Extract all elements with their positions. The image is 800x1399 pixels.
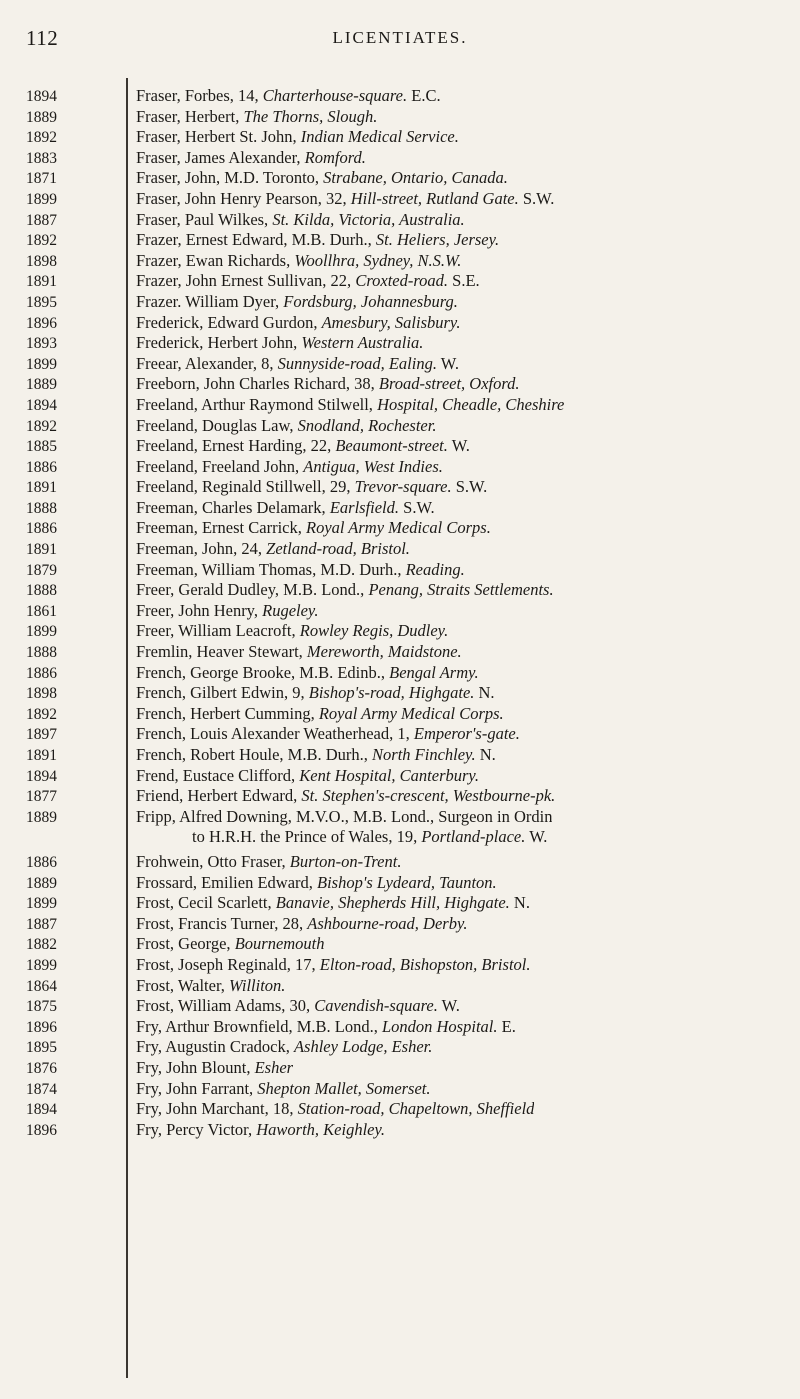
entry-name: Fry, John Blount, [136,1057,251,1077]
entry-text [136,621,448,641]
entry-name: Freeland, Freeland John, [136,456,300,476]
entry-address: Rowley Regis, Dudley. [299,621,449,641]
entry-name: Freeland, Arthur Raymond Stilwell, [136,394,373,414]
list-item [26,374,796,395]
entry-year: 1864 [26,977,57,995]
entry-year: 1861 [26,602,57,620]
entry-name: Freear, Alexander, 8, [136,353,274,373]
list-item [26,1079,796,1100]
entry-address: Elton-road, Bishopston, Bristol. [319,954,531,974]
list-item [26,621,796,642]
entry-address: Mereworth, Maidstone. [306,642,462,662]
list-item [26,807,796,828]
entry-name: Freer, John Henry, [136,600,258,620]
entry-text [136,416,436,436]
list-item [26,1120,796,1141]
entry-text [136,168,508,188]
list-item [26,518,796,539]
entry-text [136,996,460,1016]
entry-year: 1889 [26,376,57,394]
entry-text [136,86,441,106]
list-item [26,1058,796,1079]
entry-district: W. [529,827,548,847]
entry-year: 1888 [26,582,57,600]
entry-address: Indian Medical Service. [300,127,459,147]
entry-name: Fry, Arthur Brownfield, M.B. Lond., [136,1016,378,1036]
entry-address: Bengal Army. [389,662,479,682]
entry-address: Woollhra, Sydney, N.S.W. [294,250,462,270]
entry-address: Amesbury, Salisbury. [321,312,461,332]
entry-name: Fry, John Marchant, 18, [136,1099,294,1119]
entry-address: North Finchley. [372,745,476,764]
entry-district: E.C. [411,86,441,105]
entry-name: Freeman, William Thomas, M.D. Durh., [136,559,402,579]
entry-district: N. [513,893,530,913]
entry-address: Station-road, Chapeltown, Sheffield [297,1099,535,1119]
entry-text [136,683,495,703]
entry-address: Haworth, Keighley. [256,1119,386,1139]
entry-year: 1899 [26,623,57,641]
entry-address: Snodland, Rochester. [297,415,437,435]
entry-address: Bishop's-road, Highgate. [308,683,475,703]
entry-name: Frost, Joseph Reginald, 17, [136,954,316,974]
entry-address: London Hospital. [381,1016,498,1036]
entry-year: 1898 [26,252,57,270]
entry-address: The Thorns, Slough. [243,106,378,126]
entry-name: Freeborn, John Charles Richard, 38, [136,374,375,394]
entry-address: St. Stephen's-crescent, Westbourne-pk. [301,786,556,806]
entry-address: Burton-on-Trent. [289,851,402,871]
entry-text [136,663,479,683]
entry-district: W. [440,353,459,373]
entry-name: Frost, Francis Turner, 28, [136,913,304,933]
entry-text [192,827,547,847]
entry-text [136,210,465,230]
entry-name: Frederick, Herbert John, [136,333,298,353]
entry-address: Bournemouth [234,934,325,954]
entry-address: St. Heliers, Jersey. [375,230,500,250]
entry-year: 1895 [26,1039,57,1057]
list-item [26,663,796,684]
list-item [26,313,796,334]
list-item [26,333,796,354]
entry-name: Fraser, Forbes, 14, [136,86,259,105]
entry-name: French, George Brooke, M.B. Edinb., [136,662,385,682]
list-item [26,1017,796,1038]
entry-year: 1874 [26,1080,57,1098]
entry-name: Fraser, John Henry Pearson, 32, [136,188,347,208]
entry-year: 1883 [26,149,57,167]
entry-address: Shepton Mallet, Somerset. [257,1078,431,1098]
entry-text [136,271,480,291]
entry-text [136,914,467,934]
entry-address: Ashley Lodge, Esher. [293,1037,433,1057]
entry-text [136,1058,293,1078]
entry-year: 1898 [26,685,57,703]
entry-text [136,498,435,518]
entry-address: Royal Army Medical Corps. [305,518,491,538]
running-head: LICENTIATES. [332,28,468,47]
entry-name: Frossard, Emilien Edward, [136,872,313,892]
entry-year: 1896 [26,1018,57,1036]
entry-address: Western Australia. [301,333,424,353]
entry-address: Portland-place. [421,827,526,847]
entry-district: N. [478,683,495,703]
entry-name: Freeland, Reginald Stillwell, 29, [136,477,351,497]
entry-year: 1891 [26,479,57,497]
entry-address: Royal Army Medical Corps. [318,703,504,723]
entry-year: 1892 [26,129,57,147]
entry-address: Esher [254,1057,294,1077]
list-item [26,230,796,251]
entry-year: 1893 [26,335,57,353]
entry-name: Freeman, John, 24, [136,539,263,559]
entry-text [136,1017,516,1037]
list-item [26,210,796,231]
list-item [26,914,796,935]
entry-name: Frost, George, [136,934,231,954]
entry-address: Emperor's-gate. [413,724,520,744]
entry-text [136,1079,431,1099]
entry-address: Charterhouse-square. [262,86,408,105]
entry-name: French, Louis Alexander Weatherhead, 1, [136,724,410,744]
entry-text [136,955,531,975]
licentiates-list [26,86,796,1140]
entry-address: Reading. [405,559,465,579]
entry-year: 1896 [26,1121,57,1139]
entry-text [136,724,520,744]
entry-district: S.W. [455,477,488,497]
entry-year: 1892 [26,705,57,723]
entry-address: Banavie, Shepherds Hill, Highgate. [275,893,510,913]
list-item [26,168,796,189]
list-item [26,893,796,914]
entry-text [136,745,496,765]
entry-name: Friend, Herbert Edward, [136,786,298,806]
entry-text [136,127,459,147]
list-item [26,642,796,663]
entry-name: Frohwein, Otto Fraser, [136,851,286,871]
entry-address: Strabane, Ontario, Canada. [323,168,508,188]
entry-year: 1892 [26,232,57,250]
entry-year: 1891 [26,747,57,764]
list-item [26,601,796,622]
list-item [26,416,796,437]
list-item [26,827,796,848]
entry-address: Earlsfield. [329,497,400,517]
list-item [26,189,796,210]
entry-name: Freeman, Charles Delamark, [136,497,326,517]
entry-address: Broad-street, Oxford. [378,374,520,394]
entry-text [136,539,410,559]
entry-text [136,786,555,806]
entry-name: Freer, Gerald Dudley, M.B. Lond., [136,580,365,600]
entry-name: Fraser, James Alexander, [136,147,301,167]
list-item [26,457,796,478]
entry-text [136,873,497,893]
entry-text [136,107,377,127]
entry-address: Romford. [304,147,366,167]
entry-year: 1894 [26,396,57,414]
entry-address: Penang, Straits Settlements. [368,580,554,600]
entry-text [136,518,491,538]
entry-text [136,148,366,168]
entry-year: 1876 [26,1059,57,1077]
entry-district: S.W. [403,497,435,517]
entry-address: Bishop's Lydeard, Taunton. [317,872,497,892]
entry-name: French, Herbert Cumming, [136,703,315,723]
list-item [26,292,796,313]
entry-year: 1885 [26,438,57,456]
entry-address: Hill-street, Rutland Gate. [350,188,519,208]
entry-year: 1886 [26,853,57,871]
entry-year: 1882 [26,936,57,954]
list-item [26,683,796,704]
entry-text [136,436,470,456]
entry-address: Hospital, Cheadle, Cheshire [377,394,565,414]
entry-text [136,807,552,827]
entry-name: Fraser, John, M.D. Toronto, [136,168,320,188]
entry-text [136,374,520,394]
entry-year: 1894 [26,88,57,105]
list-item [26,148,796,169]
entry-year: 1888 [26,499,57,517]
list-item [26,786,796,807]
entry-name: Fraser, Paul Wilkes, [136,209,269,229]
list-item [26,127,796,148]
entry-address: Williton. [229,975,286,995]
entry-name: Frazer, Ewan Richards, [136,250,291,270]
entry-name: Freer, William Leacroft, [136,621,296,641]
entry-district: S.W. [522,188,555,208]
entry-name: Freeland, Douglas Law, [136,415,294,435]
entry-year: 1899 [26,355,57,373]
entry-text [136,1099,534,1119]
entry-year: 1899 [26,190,57,208]
list-item [26,704,796,725]
entry-name: Frend, Eustace Clifford, [136,765,296,785]
list-item [26,976,796,997]
list-item [26,873,796,894]
list-item [26,86,796,107]
list-item [26,852,796,873]
list-item [26,560,796,581]
entry-text [136,852,401,872]
entry-text [136,354,459,374]
entry-address: Zetland-road, Bristol. [266,539,410,559]
entry-year: 1879 [26,561,57,579]
entry-text [136,704,504,724]
entry-year: 1887 [26,915,57,933]
list-item [26,539,796,560]
entry-name: Fremlin, Heaver Stewart, [136,642,303,662]
entry-address: Trevor-square. [354,477,452,497]
entry-name: Fry, John Farrant, [136,1078,254,1098]
list-item [26,251,796,272]
list-item [26,996,796,1017]
entry-year: 1891 [26,541,57,559]
entry-year: 1894 [26,1101,57,1119]
list-item [26,724,796,745]
entry-name: Frost, William Adams, 30, [136,996,311,1016]
entry-text [136,189,554,209]
entry-text [136,230,499,250]
entry-text [136,893,530,913]
entry-address: St. Kilda, Victoria, Australia. [272,209,465,229]
list-item [26,436,796,457]
entry-name: Frazer, John Ernest Sullivan, 22, [136,271,352,291]
entry-text [136,766,479,786]
list-item [26,395,796,416]
entry-text [136,1120,385,1140]
entry-year: 1875 [26,998,57,1016]
entry-name: Frazer. William Dyer, [136,291,280,311]
entry-text [136,457,443,477]
entry-name: Fraser, Herbert St. John, [136,127,297,147]
entry-address: Beaumont-street. [335,436,448,456]
entry-name: Fripp, Alfred Downing, M.V.O., M.B. Lond., Surgeon in Ordin [136,806,553,826]
entry-address: Ashbourne-road, Derby. [307,913,468,933]
entry-text [136,580,554,600]
entry-year: 1887 [26,211,57,229]
entry-district: S.E. [452,271,480,291]
entry-year: 1899 [26,956,57,974]
page-number: 112 [26,26,59,50]
entry-text [136,292,458,312]
entry-year: 1894 [26,767,57,785]
entry-year: 1891 [26,273,57,291]
entry-year: 1886 [26,458,57,476]
entry-year: 1877 [26,788,57,806]
entry-text [136,934,325,954]
entry-year: 1899 [26,895,57,913]
list-item [26,107,796,128]
entry-address: Antigua, West Indies. [303,456,443,476]
entry-year: 1871 [26,170,57,188]
entry-text [136,333,423,353]
entry-text [136,642,462,662]
entry-year: 1897 [26,726,57,744]
entry-name: to H.R.H. the Prince of Wales, 19, [192,827,418,847]
entry-name: Frost, Cecil Scarlett, [136,893,272,913]
entry-name: Fraser, Herbert, [136,106,240,126]
entry-year: 1892 [26,417,57,435]
entry-district: W. [441,996,460,1016]
entry-address: Croxted-road. [355,271,449,291]
list-item [26,498,796,519]
entry-name: Frazer, Ernest Edward, M.B. Durh., [136,230,372,250]
entry-text [136,560,465,580]
entry-text [136,976,285,996]
list-item [26,1099,796,1120]
entry-text [136,395,564,415]
entry-text [136,477,487,497]
entry-name: French, Robert Houle, M.B. Durh., [136,745,368,764]
entry-name: Freeman, Ernest Carrick, [136,518,302,538]
list-item [26,1037,796,1058]
entry-name: Freeland, Ernest Harding, 22, [136,436,332,456]
entry-address: Sunnyside-road, Ealing. [277,353,437,373]
entry-text [136,251,461,271]
entry-district: E. [501,1016,516,1036]
entry-address: Rugeley. [262,600,319,620]
list-item [26,580,796,601]
entry-address: Kent Hospital, Canterbury. [299,765,479,785]
entry-year: 1889 [26,874,57,892]
entry-name: Fry, Percy Victor, [136,1119,253,1139]
entry-year: 1886 [26,520,57,538]
entry-district: W. [451,436,470,456]
entry-address: Cavendish-square. [314,996,438,1016]
entry-year: 1896 [26,314,57,332]
entry-text [136,601,318,621]
entry-text [136,313,460,333]
entry-year: 1886 [26,664,57,682]
list-item [26,766,796,787]
entry-address: Fordsburg, Johannesburg. [283,291,458,311]
entry-name: French, Gilbert Edwin, 9, [136,683,305,703]
list-item [26,955,796,976]
list-item [26,354,796,375]
entry-text [136,1037,432,1057]
list-item [26,271,796,292]
entry-name: Fry, Augustin Cradock, [136,1037,290,1057]
entry-year: 1895 [26,293,57,311]
entry-name: Frost, Walter, [136,975,225,995]
entry-year: 1889 [26,808,57,826]
list-item [26,745,796,766]
list-item [26,477,796,498]
entry-year: 1889 [26,108,57,126]
entry-name: Frederick, Edward Gurdon, [136,312,318,332]
list-item [26,934,796,955]
entry-year: 1888 [26,644,57,662]
entry-district: N. [479,745,496,764]
